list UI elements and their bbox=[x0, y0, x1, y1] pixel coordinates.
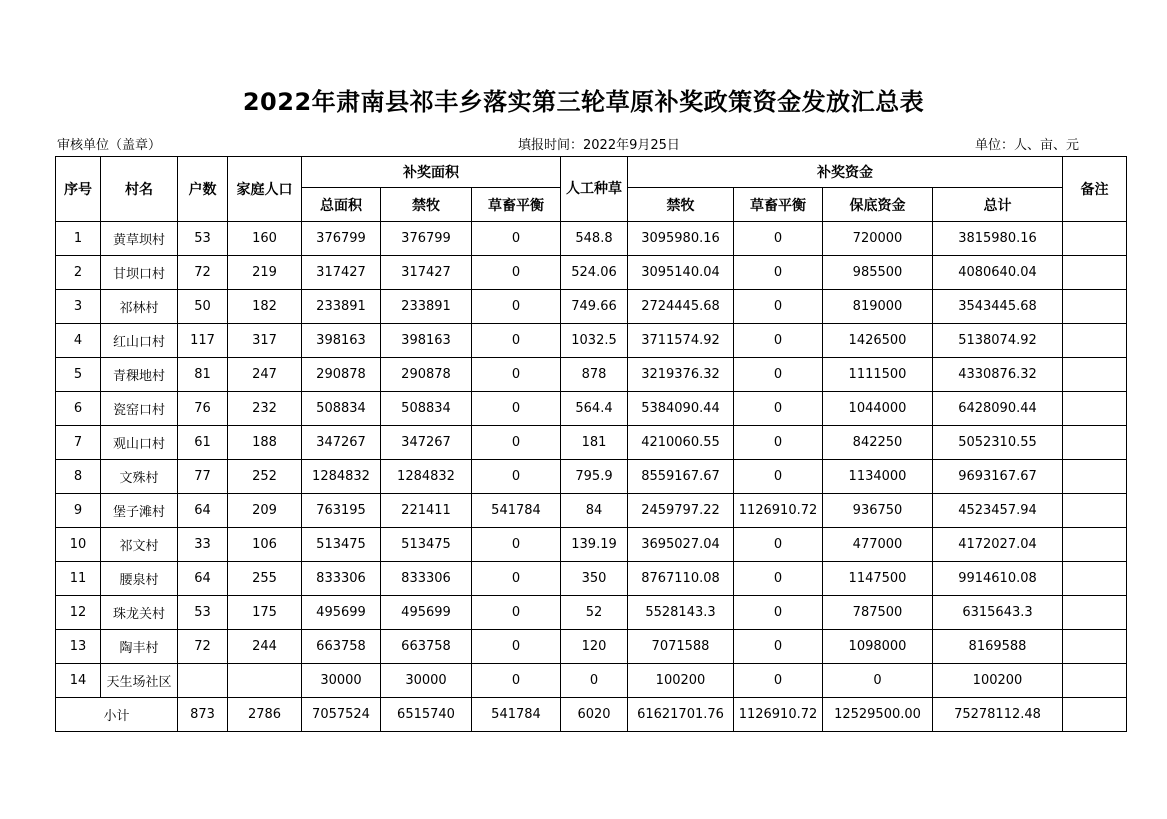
cell-population: 232 bbox=[228, 392, 302, 426]
cell-village: 陶丰村 bbox=[101, 630, 178, 664]
cell-fund-balance: 0 bbox=[734, 290, 823, 324]
audit-unit-label: 审核单位（盖章） bbox=[57, 138, 162, 153]
cell-area-total: 1284832 bbox=[302, 460, 381, 494]
cell-village: 堡子滩村 bbox=[101, 494, 178, 528]
cell-remark bbox=[1063, 664, 1127, 698]
cell-population: 209 bbox=[228, 494, 302, 528]
cell-fund-total: 8169588 bbox=[933, 630, 1063, 664]
table-row bbox=[56, 426, 1127, 460]
cell-artificial-grass: 181 bbox=[561, 426, 628, 460]
subtotal-households: 873 bbox=[178, 698, 228, 732]
cell-fund-ban: 3095980.16 bbox=[628, 222, 734, 256]
subtotal-population: 2786 bbox=[228, 698, 302, 732]
cell-area-balance: 0 bbox=[472, 256, 561, 290]
cell-population: 160 bbox=[228, 222, 302, 256]
cell-area-ban: 508834 bbox=[381, 392, 472, 426]
cell-remark bbox=[1063, 494, 1127, 528]
cell-households: 76 bbox=[178, 392, 228, 426]
cell-population: 255 bbox=[228, 562, 302, 596]
table-row bbox=[56, 256, 1127, 290]
cell-households: 64 bbox=[178, 562, 228, 596]
cell-fund-base: 1111500 bbox=[823, 358, 933, 392]
header-village: 村名 bbox=[101, 157, 178, 222]
cell-fund-total: 100200 bbox=[933, 664, 1063, 698]
cell-area-ban: 398163 bbox=[381, 324, 472, 358]
cell-village: 天生场社区 bbox=[101, 664, 178, 698]
header-area-ban: 禁牧 bbox=[381, 188, 472, 222]
cell-fund-ban: 5384090.44 bbox=[628, 392, 734, 426]
cell-fund-balance: 0 bbox=[734, 562, 823, 596]
cell-artificial-grass: 84 bbox=[561, 494, 628, 528]
cell-remark bbox=[1063, 528, 1127, 562]
cell-seq: 6 bbox=[56, 392, 101, 426]
subtotal-fund-total: 75278112.48 bbox=[933, 698, 1063, 732]
cell-fund-total: 4523457.94 bbox=[933, 494, 1063, 528]
table-row bbox=[56, 664, 1127, 698]
cell-seq: 14 bbox=[56, 664, 101, 698]
cell-area-ban: 495699 bbox=[381, 596, 472, 630]
cell-households: 50 bbox=[178, 290, 228, 324]
cell-fund-ban: 7071588 bbox=[628, 630, 734, 664]
cell-fund-total: 5138074.92 bbox=[933, 324, 1063, 358]
cell-area-balance: 0 bbox=[472, 222, 561, 256]
subtotal-fund-base: 12529500.00 bbox=[823, 698, 933, 732]
cell-households: 61 bbox=[178, 426, 228, 460]
cell-fund-base: 0 bbox=[823, 664, 933, 698]
cell-area-total: 317427 bbox=[302, 256, 381, 290]
cell-village: 青稞地村 bbox=[101, 358, 178, 392]
page-title: 2022年肃南县祁丰乡落实第三轮草原补奖政策资金发放汇总表 bbox=[242, 88, 925, 116]
cell-seq: 8 bbox=[56, 460, 101, 494]
cell-fund-balance: 0 bbox=[734, 222, 823, 256]
header-fund-base: 保底资金 bbox=[823, 188, 933, 222]
cell-area-balance: 541784 bbox=[472, 494, 561, 528]
cell-population: 188 bbox=[228, 426, 302, 460]
subtotal-artificial-grass: 6020 bbox=[561, 698, 628, 732]
cell-fund-base: 787500 bbox=[823, 596, 933, 630]
subtotal-row bbox=[56, 698, 1127, 732]
cell-seq: 13 bbox=[56, 630, 101, 664]
cell-area-total: 495699 bbox=[302, 596, 381, 630]
cell-area-balance: 0 bbox=[472, 324, 561, 358]
cell-fund-ban: 5528143.3 bbox=[628, 596, 734, 630]
cell-village: 珠龙关村 bbox=[101, 596, 178, 630]
cell-fund-total: 6315643.3 bbox=[933, 596, 1063, 630]
cell-area-total: 233891 bbox=[302, 290, 381, 324]
cell-fund-ban: 8559167.67 bbox=[628, 460, 734, 494]
cell-fund-base: 819000 bbox=[823, 290, 933, 324]
cell-area-balance: 0 bbox=[472, 358, 561, 392]
cell-area-ban: 376799 bbox=[381, 222, 472, 256]
cell-fund-base: 477000 bbox=[823, 528, 933, 562]
header-fund-ban: 禁牧 bbox=[628, 188, 734, 222]
cell-area-ban: 833306 bbox=[381, 562, 472, 596]
cell-seq: 4 bbox=[56, 324, 101, 358]
cell-fund-balance: 0 bbox=[734, 630, 823, 664]
header-fund-group: 补奖资金 bbox=[628, 157, 1063, 188]
cell-population bbox=[228, 664, 302, 698]
cell-artificial-grass: 564.4 bbox=[561, 392, 628, 426]
header-population: 家庭人口 bbox=[228, 157, 302, 222]
cell-fund-balance: 1126910.72 bbox=[734, 494, 823, 528]
cell-artificial-grass: 0 bbox=[561, 664, 628, 698]
cell-households bbox=[178, 664, 228, 698]
cell-area-ban: 233891 bbox=[381, 290, 472, 324]
header-row-1 bbox=[56, 157, 1127, 188]
header-area-group: 补奖面积 bbox=[302, 157, 561, 188]
table-row bbox=[56, 630, 1127, 664]
header-artificial-grass: 人工种草 bbox=[561, 157, 628, 222]
cell-village: 文殊村 bbox=[101, 460, 178, 494]
subtotal-fund-balance: 1126910.72 bbox=[734, 698, 823, 732]
cell-area-balance: 0 bbox=[472, 630, 561, 664]
cell-village: 祁文村 bbox=[101, 528, 178, 562]
cell-fund-total: 3815980.16 bbox=[933, 222, 1063, 256]
subtotal-area-ban: 6515740 bbox=[381, 698, 472, 732]
cell-village: 红山口村 bbox=[101, 324, 178, 358]
cell-fund-ban: 100200 bbox=[628, 664, 734, 698]
cell-seq: 9 bbox=[56, 494, 101, 528]
cell-artificial-grass: 1032.5 bbox=[561, 324, 628, 358]
cell-fund-total: 3543445.68 bbox=[933, 290, 1063, 324]
summary-table bbox=[55, 156, 1127, 732]
cell-seq: 12 bbox=[56, 596, 101, 630]
cell-seq: 1 bbox=[56, 222, 101, 256]
cell-fund-base: 720000 bbox=[823, 222, 933, 256]
table-row bbox=[56, 392, 1127, 426]
cell-households: 53 bbox=[178, 222, 228, 256]
cell-fund-balance: 0 bbox=[734, 392, 823, 426]
cell-village: 瓷窑口村 bbox=[101, 392, 178, 426]
header-households: 户数 bbox=[178, 157, 228, 222]
cell-area-ban: 513475 bbox=[381, 528, 472, 562]
cell-village: 甘坝口村 bbox=[101, 256, 178, 290]
fill-time-label: 填报时间：2022年9月25日 bbox=[518, 138, 680, 153]
cell-households: 77 bbox=[178, 460, 228, 494]
cell-fund-base: 1044000 bbox=[823, 392, 933, 426]
cell-fund-balance: 0 bbox=[734, 460, 823, 494]
subtotal-label: 小计 bbox=[56, 698, 178, 732]
table-row bbox=[56, 358, 1127, 392]
cell-fund-ban: 3219376.32 bbox=[628, 358, 734, 392]
cell-fund-base: 985500 bbox=[823, 256, 933, 290]
table-row bbox=[56, 324, 1127, 358]
cell-seq: 7 bbox=[56, 426, 101, 460]
cell-households: 72 bbox=[178, 256, 228, 290]
cell-fund-balance: 0 bbox=[734, 596, 823, 630]
cell-artificial-grass: 749.66 bbox=[561, 290, 628, 324]
cell-fund-ban: 3695027.04 bbox=[628, 528, 734, 562]
cell-artificial-grass: 350 bbox=[561, 562, 628, 596]
cell-remark bbox=[1063, 426, 1127, 460]
cell-village: 黄草坝村 bbox=[101, 222, 178, 256]
table-row bbox=[56, 460, 1127, 494]
cell-area-total: 30000 bbox=[302, 664, 381, 698]
cell-area-ban: 290878 bbox=[381, 358, 472, 392]
cell-area-balance: 0 bbox=[472, 664, 561, 698]
cell-fund-total: 6428090.44 bbox=[933, 392, 1063, 426]
cell-area-total: 508834 bbox=[302, 392, 381, 426]
cell-fund-total: 4330876.32 bbox=[933, 358, 1063, 392]
cell-seq: 10 bbox=[56, 528, 101, 562]
cell-fund-ban: 2459797.22 bbox=[628, 494, 734, 528]
cell-area-ban: 30000 bbox=[381, 664, 472, 698]
cell-area-ban: 317427 bbox=[381, 256, 472, 290]
cell-fund-total: 5052310.55 bbox=[933, 426, 1063, 460]
cell-fund-ban: 8767110.08 bbox=[628, 562, 734, 596]
cell-fund-ban: 3095140.04 bbox=[628, 256, 734, 290]
table-row bbox=[56, 596, 1127, 630]
cell-population: 317 bbox=[228, 324, 302, 358]
cell-area-balance: 0 bbox=[472, 426, 561, 460]
subtotal-fund-ban: 61621701.76 bbox=[628, 698, 734, 732]
cell-fund-balance: 0 bbox=[734, 664, 823, 698]
cell-remark bbox=[1063, 358, 1127, 392]
header-fund-total: 总计 bbox=[933, 188, 1063, 222]
cell-fund-total: 9914610.08 bbox=[933, 562, 1063, 596]
cell-households: 72 bbox=[178, 630, 228, 664]
cell-fund-base: 936750 bbox=[823, 494, 933, 528]
cell-fund-balance: 0 bbox=[734, 324, 823, 358]
table-row bbox=[56, 528, 1127, 562]
cell-area-ban: 663758 bbox=[381, 630, 472, 664]
cell-seq: 11 bbox=[56, 562, 101, 596]
header-remark: 备注 bbox=[1063, 157, 1127, 222]
cell-artificial-grass: 52 bbox=[561, 596, 628, 630]
header-seq: 序号 bbox=[56, 157, 101, 222]
cell-fund-base: 842250 bbox=[823, 426, 933, 460]
cell-area-ban: 1284832 bbox=[381, 460, 472, 494]
cell-area-total: 398163 bbox=[302, 324, 381, 358]
cell-area-ban: 221411 bbox=[381, 494, 472, 528]
cell-population: 247 bbox=[228, 358, 302, 392]
table-row bbox=[56, 290, 1127, 324]
subtotal-remark bbox=[1063, 698, 1127, 732]
cell-area-total: 763195 bbox=[302, 494, 381, 528]
cell-remark bbox=[1063, 630, 1127, 664]
cell-households: 117 bbox=[178, 324, 228, 358]
cell-remark bbox=[1063, 596, 1127, 630]
cell-fund-balance: 0 bbox=[734, 426, 823, 460]
cell-village: 观山口村 bbox=[101, 426, 178, 460]
cell-village: 腰泉村 bbox=[101, 562, 178, 596]
cell-area-total: 376799 bbox=[302, 222, 381, 256]
cell-artificial-grass: 795.9 bbox=[561, 460, 628, 494]
cell-population: 219 bbox=[228, 256, 302, 290]
cell-area-balance: 0 bbox=[472, 392, 561, 426]
cell-artificial-grass: 139.19 bbox=[561, 528, 628, 562]
cell-fund-ban: 4210060.55 bbox=[628, 426, 734, 460]
cell-households: 64 bbox=[178, 494, 228, 528]
table-row bbox=[56, 494, 1127, 528]
cell-remark bbox=[1063, 256, 1127, 290]
cell-fund-balance: 0 bbox=[734, 256, 823, 290]
cell-fund-balance: 0 bbox=[734, 358, 823, 392]
table-row bbox=[56, 562, 1127, 596]
cell-area-total: 513475 bbox=[302, 528, 381, 562]
cell-households: 33 bbox=[178, 528, 228, 562]
cell-remark bbox=[1063, 460, 1127, 494]
cell-area-balance: 0 bbox=[472, 562, 561, 596]
cell-population: 252 bbox=[228, 460, 302, 494]
cell-remark bbox=[1063, 290, 1127, 324]
cell-population: 106 bbox=[228, 528, 302, 562]
cell-remark bbox=[1063, 392, 1127, 426]
header-area-total: 总面积 bbox=[302, 188, 381, 222]
header-area-balance: 草畜平衡 bbox=[472, 188, 561, 222]
cell-seq: 5 bbox=[56, 358, 101, 392]
cell-population: 182 bbox=[228, 290, 302, 324]
cell-fund-balance: 0 bbox=[734, 528, 823, 562]
cell-artificial-grass: 524.06 bbox=[561, 256, 628, 290]
subtotal-area-total: 7057524 bbox=[302, 698, 381, 732]
cell-artificial-grass: 548.8 bbox=[561, 222, 628, 256]
cell-population: 244 bbox=[228, 630, 302, 664]
cell-area-balance: 0 bbox=[472, 528, 561, 562]
unit-label: 单位：人、亩、元 bbox=[975, 138, 1080, 153]
cell-remark bbox=[1063, 324, 1127, 358]
cell-area-balance: 0 bbox=[472, 596, 561, 630]
subtotal-area-balance: 541784 bbox=[472, 698, 561, 732]
cell-area-balance: 0 bbox=[472, 460, 561, 494]
header-fund-balance: 草畜平衡 bbox=[734, 188, 823, 222]
cell-seq: 2 bbox=[56, 256, 101, 290]
cell-area-total: 347267 bbox=[302, 426, 381, 460]
cell-area-ban: 347267 bbox=[381, 426, 472, 460]
cell-fund-total: 9693167.67 bbox=[933, 460, 1063, 494]
table-row bbox=[56, 222, 1127, 256]
cell-fund-base: 1147500 bbox=[823, 562, 933, 596]
cell-area-balance: 0 bbox=[472, 290, 561, 324]
cell-area-total: 663758 bbox=[302, 630, 381, 664]
cell-remark bbox=[1063, 222, 1127, 256]
cell-fund-base: 1134000 bbox=[823, 460, 933, 494]
cell-artificial-grass: 878 bbox=[561, 358, 628, 392]
cell-fund-total: 4080640.04 bbox=[933, 256, 1063, 290]
cell-remark bbox=[1063, 562, 1127, 596]
cell-fund-base: 1098000 bbox=[823, 630, 933, 664]
cell-fund-total: 4172027.04 bbox=[933, 528, 1063, 562]
cell-population: 175 bbox=[228, 596, 302, 630]
cell-fund-base: 1426500 bbox=[823, 324, 933, 358]
cell-area-total: 833306 bbox=[302, 562, 381, 596]
cell-village: 祁林村 bbox=[101, 290, 178, 324]
cell-seq: 3 bbox=[56, 290, 101, 324]
cell-artificial-grass: 120 bbox=[561, 630, 628, 664]
cell-fund-ban: 3711574.92 bbox=[628, 324, 734, 358]
cell-households: 81 bbox=[178, 358, 228, 392]
cell-area-total: 290878 bbox=[302, 358, 381, 392]
cell-households: 53 bbox=[178, 596, 228, 630]
cell-fund-ban: 2724445.68 bbox=[628, 290, 734, 324]
